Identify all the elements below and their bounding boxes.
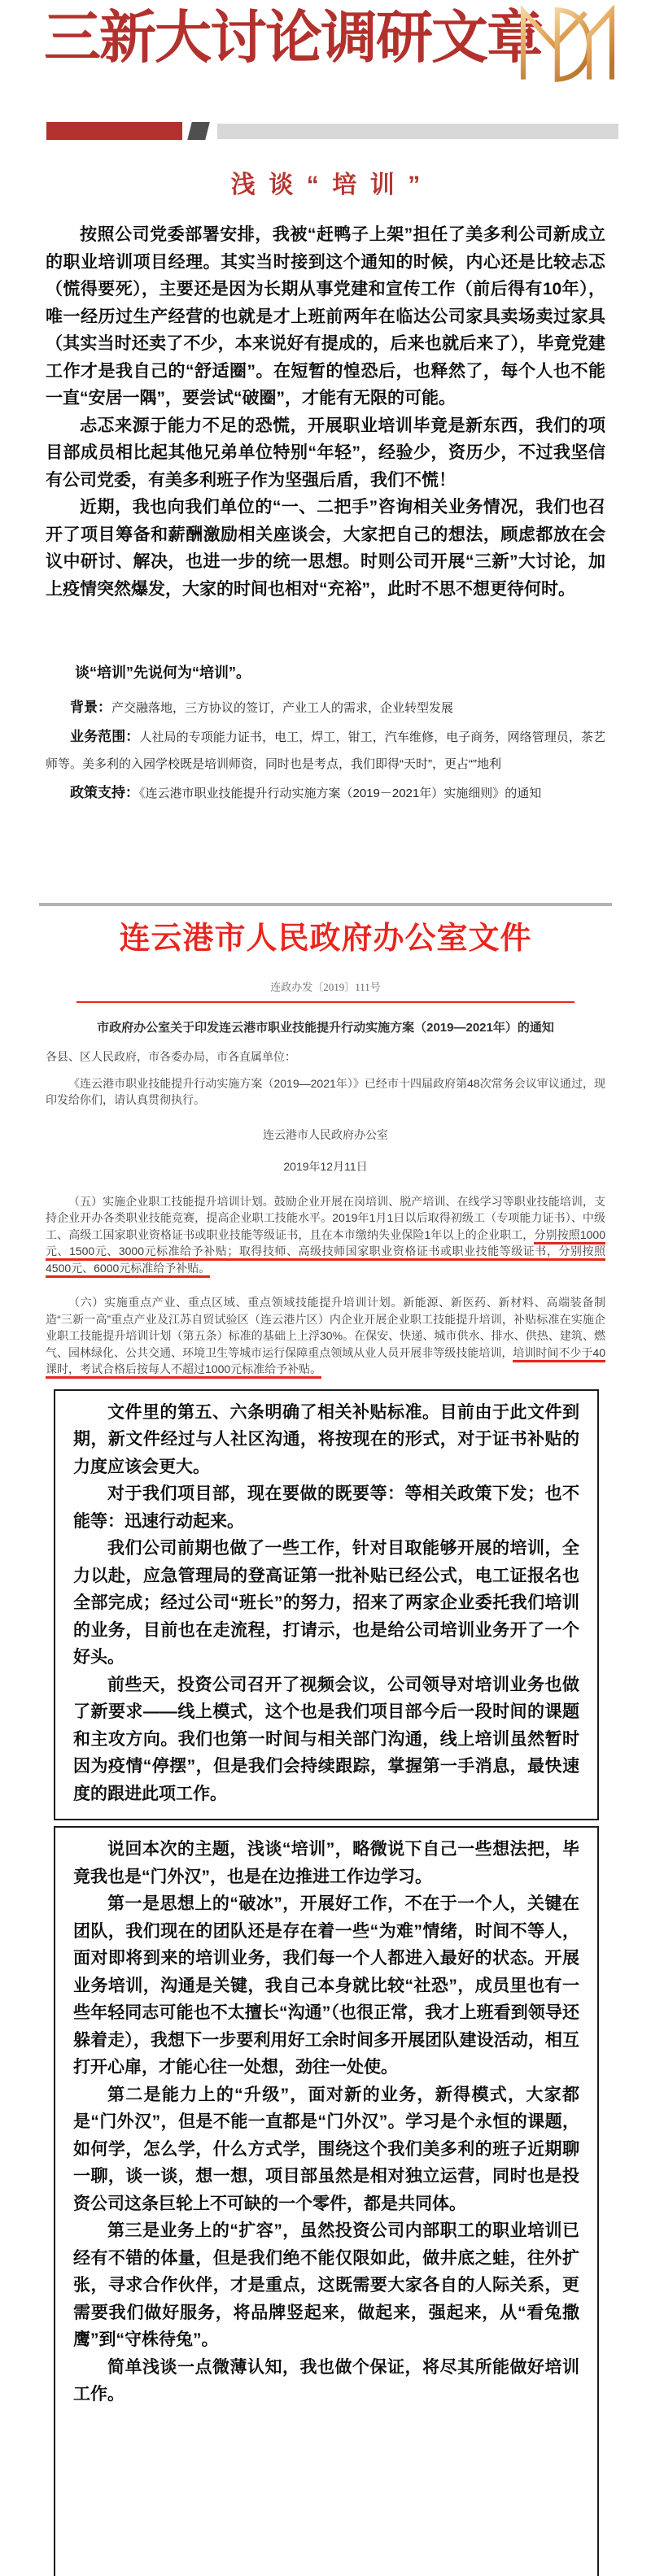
notice-item-5: （五）实施企业职工技能提升培训计划。鼓励企业开展在岗培训、脱产培训、在线学习等职业技能培训，支持企业开办各类职业技能竞赛，提高企业职工技能水平。2019年1月1日以后取得初级工（专项能力证书）、中级工、高级工国家职业资格证书或职业技能等级证书，且在本市缴纳失业保险1年以上的企业职工，分别按照1000元、1500元、3000元标准给予补贴；取得技师、高级技师国家职业资格证书或职业技能等级证书，分别按照4500元、6000元标准给予补贴。 bbox=[46, 1193, 605, 1277]
commentary-box-1 bbox=[54, 1389, 599, 1821]
notice-title: 市政府办公室关于印发连云港市职业技能提升行动实施方案（2019—2021年）的通知 bbox=[97, 1021, 554, 1035]
info-text: 产交融落地，三方协议的签订，产业工人的需求，企业转型发展 bbox=[111, 701, 454, 715]
info-label: 业务范围： bbox=[70, 729, 140, 744]
article-paragraph: 近期，我也向我们单位的“一、二把手”咨询相关业务情况，我们也召开了项目筹备和薪酬激励相关座谈会，大家把自己的想法，顾虑都放在会议中研讨、解决，也进一步的统一思想。时则公司开展“三新”大讨论，加上疫情突然爆发，大家的时间也相对“充裕”，此时不思不想更待何时。 bbox=[46, 498, 605, 599]
box-paragraph: 第二是能力上的“升级”，面对新的业务，新得模式，大家都是“门外汉”，但是不能一直都是“门外汉”。学习是个永恒的课题，如何学，怎么学，什么方式学，围绕这个我们美多利的班子近期聊一聊，谈一谈，想一想，项目部虽然是相对独立运营，同时也是投资公司这条巨轮上不可缺的一个零件，都是共同体。 bbox=[73, 2085, 579, 2213]
box-paragraph: 第一是思想上的“破冰”，开展好工作，不在于一个人，关键在团队，我们现在的团队还是存在着一些“为难”情绪，时间不等人，面对即将到来的培训业务，我们每一个人都进入最好的状态。开展业务培训，沟通是关键，我自己本身就比较“社恐”，成员里也有一些年轻同志可能也不太擅长“沟通”（也很正常，我才上班看到领导还躲着走），我想下一步要利用好工余时间多开展团队建设活动，相互打开心扉，才能心往一处想，劲往一处使。 bbox=[73, 1894, 579, 2077]
notice-body: 《连云港市职业技能提升行动实施方案（2019—2021年）》已经市十四届政府第48次常务会议审议通过，现印发给你们，请认真贯彻执行。 bbox=[46, 1076, 605, 1106]
box-paragraph: 说回本次的主题，浅谈“培训”，略微说下自己一些想法把，毕竟我也是“门外汉”，也是在边推进工作边学习。 bbox=[73, 1840, 579, 1886]
info-text: 《连云港市职业技能提升行动实施方案（2019－2021年）实施细则》的通知 bbox=[139, 787, 542, 800]
divider-bar bbox=[46, 122, 618, 140]
box-paragraph: 第三是业务上的“扩容”，虽然投资公司内部职工的职业培训已经有不错的体量，但是我们绝不能仅限如此，做井底之蛙，往外扩张，寻求合作伙伴，才是重点，这既需要大家各自的人际关系，更需要我们做好服务，将品牌竖起来，做起来，强起来，从“看兔撒鹰”到“守株待兔”。 bbox=[73, 2221, 579, 2349]
masthead-title: 三新大讨论调研文章 bbox=[44, 6, 542, 69]
section-lead: 谈“培训”先说何为“培训”。 bbox=[75, 665, 251, 681]
document-title: 连云港市人民政府办公室文件 bbox=[119, 922, 532, 956]
article-body bbox=[46, 221, 605, 603]
commentary-box-2 bbox=[54, 1826, 599, 2576]
document-top-rule bbox=[39, 903, 612, 906]
article-paragraph: 按照公司党委部署安排，我被“赶鸭子上架”担任了美多利公司新成立的职业培训项目经理。其实当时接到这个通知的时候，内心还是比较忐忑（慌得要死），主要还是因为长期从事党建和宣传工作（前后得有10年），唯一经历过生产经营的也就是才上班前两年在临达公司家具卖场卖过家具（其实当时还卖了不少，本来说好有提成的，后来也就后来了），毕竟党建工作才是我自己的“舒适圈”。在短暂的惶恐后，也释然了，每个人也不能一直“安居一隅”，要尝试“破圈”，才能有无限的可能。 bbox=[46, 225, 605, 408]
document-body bbox=[46, 1019, 605, 1378]
info-list bbox=[46, 694, 605, 807]
info-row-policy bbox=[46, 779, 605, 807]
article-paragraph: 忐忑来源于能力不足的恐慌，开展职业培训毕竟是新东西，我们的项目部成员相比起其他兄弟单位特别“年轻”，经验少，资历少，不过我坚信有公司党委，有美多利班子作为坚强后盾，我们不慌！ bbox=[46, 416, 605, 490]
document-number: 连政办发〔2019〕111号 bbox=[270, 981, 381, 993]
notice-issuer: 连云港市人民政府办公室 bbox=[263, 1127, 388, 1141]
info-label: 政策支持： bbox=[70, 785, 139, 800]
divider-red-segment bbox=[46, 122, 182, 140]
box-paragraph: 文件里的第五、六条明确了相关补贴标准。目前由于此文件到期，新文件经过与人社区沟通，将按现在的形式，对于证书补贴的力度应该会更大。 bbox=[73, 1402, 579, 1476]
info-row-background bbox=[46, 694, 605, 721]
notice-salutation: 各县、区人民政府，市各委办局，市各直属单位： bbox=[46, 1050, 296, 1063]
box-paragraph: 对于我们项目部，现在要做的既要等：等相关政策下发；也不能等：迅速行动起来。 bbox=[73, 1484, 579, 1531]
box-paragraph: 前些天，投资公司召开了视频会议，公司领导对培训业务也做了新要求——线上模式，这个也是我们项目部今后一段时间的课题和主攻方向。我们也第一时间与相关部门沟通，线上培训虽然暂时因为疫情“停摆”，但是我们会持续跟踪，掌握第一手消息，最快速度的跟进此项工作。 bbox=[73, 1675, 579, 1803]
notice-date: 2019年12月11日 bbox=[283, 1160, 368, 1173]
divider-gray-segment bbox=[217, 124, 618, 139]
info-text: 人社局的专项能力证书，电工，焊工，钳工，汽车维修，电子商务，网络管理员，茶艺师等。美多利的入园学校既是培训师资，同时也是考点，我们即得“天时”，更占“”地利 bbox=[46, 730, 605, 771]
info-label: 背景： bbox=[70, 700, 111, 715]
notice-item-6: （六）实施重点产业、重点区域、重点领域技能提升培训计划。新能源、新医药、新材料、高端装备制造“三新一高”重点产业及江苏自贸试验区（连云港片区）内企业开展企业职工技能提升培训，补贴标准在实施企业职工技能提升培训计划（第五条）标准的基础上上浮30%。在保安、快递、城市供水、排水、供热、建筑、燃气、园林绿化、公共交通、环境卫生等城市运行保障重点领域从业人员开展非等级技能培训，培训时间不少于40课时，考试合格后按每人不超过1000元标准给予补贴。 bbox=[46, 1294, 605, 1378]
document-red-rule bbox=[76, 1001, 575, 1003]
masthead bbox=[0, 0, 651, 122]
box-paragraph: 简单浅谈一点微薄认知，我也做个保证，将尽其所能做好培训工作。 bbox=[73, 2357, 579, 2404]
divider-dark-segment bbox=[187, 122, 209, 140]
article-title: 浅谈“培训” bbox=[230, 172, 434, 198]
government-document bbox=[39, 903, 612, 1378]
md-monogram-icon bbox=[518, 5, 617, 83]
box-paragraph: 我们公司前期也做了一些工作，针对目取能够开展的培训，全力以赴，应急管理局的登高证第一批补贴已经公式，电工证报名也全部完成；经过公司“班长”的努力，招来了两家企业委托我们培训的业务，目前也在走流程，打请示，也是给公司培训业务开了一个好头。 bbox=[73, 1539, 579, 1667]
info-row-scope bbox=[46, 723, 605, 778]
